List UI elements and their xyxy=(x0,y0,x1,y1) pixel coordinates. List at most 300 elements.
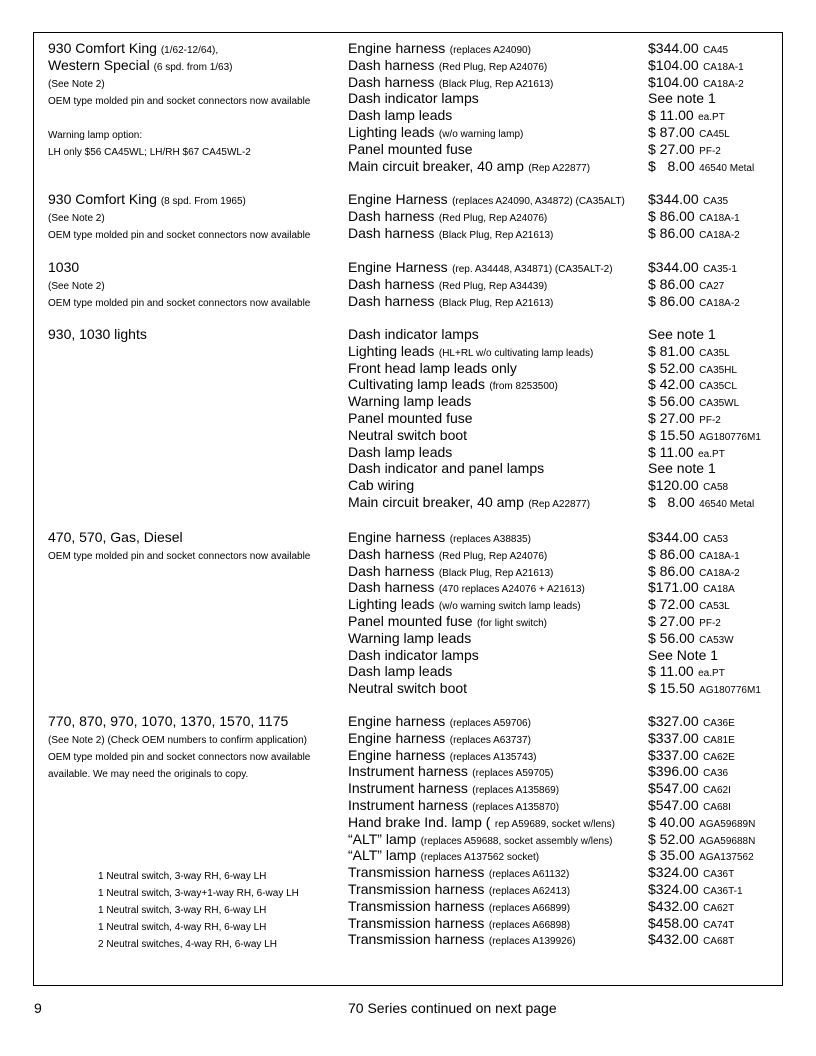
price-amount: $ 86.00 xyxy=(648,545,695,562)
price-amount: $337.00 xyxy=(648,729,699,746)
item-note: (Rep A22877) xyxy=(528,162,591,174)
price-amount: $ 86.00 xyxy=(648,207,695,224)
price-amount: $ 86.00 xyxy=(648,562,695,579)
description-text: Western Special xyxy=(48,57,154,73)
item-name: Transmission harness xyxy=(348,881,485,897)
item-price xyxy=(648,158,754,178)
price-amount: $432.00 xyxy=(648,897,699,914)
table-row xyxy=(348,90,778,107)
table-row xyxy=(348,747,778,764)
price-amount: See note 1 xyxy=(648,460,716,477)
description-text: OEM type molded pin and socket connectors now available xyxy=(48,96,311,107)
table-row xyxy=(348,730,778,747)
item-name: Instrument harness xyxy=(348,797,468,813)
item-name: Engine Harness xyxy=(348,191,448,207)
description-text: 1 Neutral switch, 3-way+1-way RH, 6-way LH xyxy=(98,888,299,899)
item-note: (replaces A135869) xyxy=(472,785,560,797)
part-code: CA62T xyxy=(703,902,735,914)
description-line xyxy=(48,866,348,883)
item-note: (replaces A137562 socket) xyxy=(420,852,540,864)
price-amount: $ 42.00 xyxy=(648,376,695,393)
part-code: CA45L xyxy=(699,129,730,140)
table-row xyxy=(348,276,778,293)
description-line xyxy=(48,917,348,934)
description-text: available. We may need the originals to copy. xyxy=(48,769,249,780)
item-note: (470 replaces A24076 + A21613) xyxy=(438,584,585,596)
item-price xyxy=(648,460,716,478)
price-amount: See Note 1 xyxy=(648,646,719,663)
description-line xyxy=(48,815,348,832)
part-code: PF-2 xyxy=(699,618,721,629)
table-row xyxy=(348,931,778,948)
description-line xyxy=(48,798,348,815)
description-line xyxy=(48,730,348,747)
description-text: LH only $56 CA45WL; LH/RH $67 CA45WL-2 xyxy=(48,147,251,158)
part-code: CA53 xyxy=(703,534,729,545)
continued-note: 70 Series continued on next page xyxy=(348,1000,557,1016)
item-note: (Black Plug, Rep A21613) xyxy=(438,78,554,90)
table-row xyxy=(348,40,778,57)
price-amount: $ 52.00 xyxy=(648,830,695,847)
price-amount: $ 35.00 xyxy=(648,847,695,864)
item-note: (replaces A24090, A34872) (CA35ALT) xyxy=(452,196,625,207)
item-name: Dash indicator lamps xyxy=(348,326,479,342)
part-code: CA18A-1 xyxy=(703,61,744,73)
description-subtext: (1/62-12/64), xyxy=(160,45,219,56)
part-code: CA35HL xyxy=(699,364,737,376)
section xyxy=(48,326,778,510)
description-line xyxy=(48,781,348,798)
part-code: CA18A-2 xyxy=(699,297,740,309)
price-amount: $ 86.00 xyxy=(648,275,695,292)
part-code: CA35 xyxy=(703,196,729,207)
item-name: Dash lamp leads xyxy=(348,663,453,680)
table-row xyxy=(348,208,778,225)
table-row xyxy=(348,847,778,864)
description-text: (See Note 2) (Check OEM numbers to confirm application) xyxy=(48,735,307,746)
part-code: AGA137562 xyxy=(699,852,754,864)
item-name: Panel mounted fuse xyxy=(348,140,473,157)
price-amount: $337.00 xyxy=(648,746,699,763)
table-row xyxy=(348,124,778,141)
description-line xyxy=(48,529,348,546)
item-name: Dash indicator lamps xyxy=(348,90,479,107)
description-line xyxy=(48,191,348,208)
price-amount: $ 86.00 xyxy=(648,224,695,241)
price-amount: $ 40.00 xyxy=(648,813,695,830)
description-line xyxy=(48,40,348,57)
item-note: (Red Plug, Rep A24076) xyxy=(438,61,548,73)
part-code: CA35CL xyxy=(699,381,737,393)
table-row xyxy=(348,444,778,461)
price-amount: $324.00 xyxy=(648,864,699,881)
item-name: Transmission harness xyxy=(348,897,485,914)
item-name: Dash harness xyxy=(348,562,435,579)
item-price xyxy=(648,931,734,951)
table-row xyxy=(348,529,778,546)
table-row xyxy=(348,797,778,814)
part-code: PF-2 xyxy=(699,145,721,157)
table-row xyxy=(348,881,778,898)
part-code: CA36 xyxy=(703,768,729,780)
part-code: CA36E xyxy=(703,718,735,729)
item-name: Warning lamp leads xyxy=(348,393,472,410)
item-note: (replaces A59688, socket assembly w/lens) xyxy=(420,835,613,847)
item-name: Dash harness xyxy=(348,56,435,73)
table-row xyxy=(348,141,778,158)
description-text: (See Note 2) xyxy=(48,213,105,224)
description-line xyxy=(48,57,348,74)
table-row xyxy=(348,915,778,932)
page-number: 9 xyxy=(34,1000,42,1016)
item-note: (w/o warning switch lamp leads) xyxy=(438,601,581,613)
item-name: Dash indicator lamps xyxy=(348,646,479,663)
description-text: 930, 1030 lights xyxy=(48,326,147,342)
table-row xyxy=(348,546,778,563)
price-amount: $104.00 xyxy=(648,73,699,90)
item-name: Engine harness xyxy=(348,746,446,763)
part-code: ea.PT xyxy=(698,668,725,680)
table-row xyxy=(348,596,778,613)
description-line xyxy=(48,849,348,866)
item-price xyxy=(648,293,740,313)
item-price xyxy=(648,494,754,514)
part-code: ea.PT xyxy=(698,448,725,460)
item-name: Cab wiring xyxy=(348,477,415,494)
part-code: CA27 xyxy=(699,280,725,292)
item-name: Dash lamp leads xyxy=(348,443,453,460)
item-name: Engine Harness xyxy=(348,259,448,275)
table-row xyxy=(348,225,778,242)
description-text: 1 Neutral switch, 3-way RH, 6-way LH xyxy=(98,871,267,882)
description-line xyxy=(48,293,348,310)
table-row xyxy=(348,680,778,697)
table-row xyxy=(348,831,778,848)
table-row xyxy=(348,613,778,630)
description-line xyxy=(48,225,348,242)
part-code: CA18A-2 xyxy=(699,229,740,241)
item-name: Dash harness xyxy=(348,579,435,596)
part-code: CA18A-1 xyxy=(699,212,740,224)
table-row xyxy=(348,393,778,410)
item-note: (replaces A61132) xyxy=(488,869,570,881)
item-note: (Red Plug, Rep A24076) xyxy=(438,212,548,224)
table-row xyxy=(348,763,778,780)
price-amount: $ 27.00 xyxy=(648,140,695,157)
item-note: (replaces A135870) xyxy=(472,802,560,813)
description-line xyxy=(48,764,348,781)
item-note: (rep. A34448, A34871) (CA35ALT-2) xyxy=(452,264,613,275)
table-row xyxy=(348,630,778,647)
model-description xyxy=(48,259,348,310)
part-code: CA35L xyxy=(699,347,730,359)
item-name: Dash indicator and panel lamps xyxy=(348,460,545,477)
item-price xyxy=(648,90,716,108)
price-amount: $344.00 xyxy=(648,40,699,56)
section xyxy=(48,40,778,174)
part-code: CA74T xyxy=(703,919,735,931)
part-code: AGA59689N xyxy=(699,818,756,830)
table-row xyxy=(348,814,778,831)
table-row xyxy=(348,57,778,74)
description-text: Warning lamp option: xyxy=(48,130,143,141)
item-name: Lighting leads xyxy=(348,342,435,359)
description-text: OEM type molded pin and socket connectors now available xyxy=(48,230,311,241)
description-line xyxy=(48,108,348,125)
part-code: AG180776M1 xyxy=(699,685,761,697)
item-note: (w/o warning lamp) xyxy=(438,129,524,140)
table-row xyxy=(348,647,778,664)
table-row xyxy=(348,293,778,310)
table-row xyxy=(348,898,778,915)
item-name: Transmission harness xyxy=(348,931,485,948)
item-note: (replaces A135743) xyxy=(449,751,537,763)
item-note: (replaces A59705) xyxy=(472,768,554,780)
description-line xyxy=(48,747,348,764)
item-note: (from 8253500) xyxy=(489,381,558,393)
item-note: (Black Plug, Rep A21613) xyxy=(438,567,554,579)
table-row xyxy=(348,579,778,596)
item-name: Neutral switch boot xyxy=(348,426,468,443)
price-amount: $547.00 xyxy=(648,780,699,797)
description-line xyxy=(48,276,348,293)
price-amount: $104.00 xyxy=(648,56,699,73)
description-line xyxy=(48,91,348,108)
item-name: Engine harness xyxy=(348,713,446,729)
item-name: Transmission harness xyxy=(348,864,485,881)
table-row xyxy=(348,477,778,494)
price-amount: $171.00 xyxy=(648,579,699,596)
item-name: Panel mounted fuse xyxy=(348,613,473,629)
part-code: CA18A xyxy=(703,584,735,596)
description-line xyxy=(48,142,348,159)
part-code: CA62I xyxy=(703,785,731,797)
price-amount: See note 1 xyxy=(648,326,716,342)
price-amount: $ 72.00 xyxy=(648,596,695,613)
item-name: Front head lamp leads only xyxy=(348,359,517,376)
description-subtext: (6 spd. from 1/63) xyxy=(153,62,233,73)
price-amount: $ 15.50 xyxy=(648,680,695,697)
part-code: AGA59688N xyxy=(699,835,756,847)
table-row xyxy=(348,326,778,343)
price-amount: $344.00 xyxy=(648,529,699,545)
item-name: Instrument harness xyxy=(348,763,468,780)
price-amount: $344.00 xyxy=(648,191,699,207)
item-name: Engine harness xyxy=(348,529,446,545)
description-text: (See Note 2) xyxy=(48,281,105,292)
price-amount: $396.00 xyxy=(648,763,699,780)
description-text: OEM type molded pin and socket connectors now available xyxy=(48,752,311,763)
description-text: OEM type molded pin and socket connectors now available xyxy=(48,298,311,309)
part-code: 46540 Metal xyxy=(699,499,755,510)
section xyxy=(48,713,778,951)
table-row xyxy=(348,410,778,427)
item-name: Main circuit breaker, 40 amp xyxy=(348,157,524,174)
item-note: (replaces A59706) xyxy=(449,718,531,729)
item-name: Dash harness xyxy=(348,73,435,90)
item-note: rep A59689, socket w/lens) xyxy=(494,818,615,830)
item-note: (Red Plug, Rep A24076) xyxy=(438,550,548,562)
description-text: 470, 570, Gas, Diesel xyxy=(48,529,183,545)
description-text: 1030 xyxy=(48,259,80,275)
price-amount: $ 15.50 xyxy=(648,426,695,443)
item-note: (replaces A66898) xyxy=(488,919,571,931)
description-line xyxy=(48,900,348,917)
item-name: Main circuit breaker, 40 amp xyxy=(348,494,524,510)
description-line xyxy=(48,546,348,563)
description-line xyxy=(48,832,348,849)
item-note: (for light switch) xyxy=(476,618,547,629)
part-code: CA18A-1 xyxy=(699,550,740,562)
item-note: (Black Plug, Rep A21613) xyxy=(438,229,554,241)
item-name: Dash harness xyxy=(348,207,435,224)
price-amount: $ 8.00 xyxy=(648,494,695,510)
item-price xyxy=(648,225,740,245)
price-amount: $120.00 xyxy=(648,477,699,494)
table-row xyxy=(348,563,778,580)
part-code: CA58 xyxy=(703,482,729,494)
price-amount: $ 56.00 xyxy=(648,629,695,646)
item-name: Neutral switch boot xyxy=(348,680,468,697)
item-name: Dash harness xyxy=(348,292,435,309)
item-name: Dash harness xyxy=(348,545,435,562)
model-description xyxy=(48,326,348,343)
part-code: CA53L xyxy=(699,601,730,613)
description-line xyxy=(48,934,348,951)
item-note: (replaces A66899) xyxy=(488,902,571,914)
table-row xyxy=(348,158,778,175)
model-description xyxy=(48,713,348,951)
table-row xyxy=(348,864,778,881)
section xyxy=(48,259,778,310)
table-row xyxy=(348,663,778,680)
part-code: CA36T xyxy=(703,869,735,881)
section xyxy=(48,191,778,242)
item-price xyxy=(648,326,716,344)
part-code: CA35WL xyxy=(699,398,740,410)
description-text: 1 Neutral switch, 4-way RH, 6-way LH xyxy=(98,922,267,933)
description-line xyxy=(48,74,348,91)
price-amount: $ 8.00 xyxy=(648,157,695,174)
price-amount: $547.00 xyxy=(648,797,699,813)
item-note: (replaces A38835) xyxy=(449,534,531,545)
price-amount: $ 11.00 xyxy=(648,663,694,680)
part-code: CA18A-2 xyxy=(699,567,740,579)
description-text: OEM type molded pin and socket connectors now available xyxy=(48,551,311,562)
table-row xyxy=(348,107,778,124)
item-name: “ALT” lamp xyxy=(348,830,417,847)
item-note: (Rep A22877) xyxy=(528,499,591,510)
item-name: Lighting leads xyxy=(348,124,435,140)
description-line xyxy=(48,326,348,343)
table-row xyxy=(348,780,778,797)
model-description xyxy=(48,191,348,242)
price-amount: $ 56.00 xyxy=(648,393,695,410)
price-amount: $432.00 xyxy=(648,931,699,948)
table-row xyxy=(348,376,778,393)
price-amount: $ 11.00 xyxy=(648,443,694,460)
description-text: 1 Neutral switch, 3-way RH, 6-way LH xyxy=(98,905,267,916)
item-name: Lighting leads xyxy=(348,596,435,613)
part-code: CA81E xyxy=(703,734,735,746)
item-name: Dash harness xyxy=(348,275,435,292)
item-name: Panel mounted fuse xyxy=(348,410,473,426)
table-row xyxy=(348,360,778,377)
description-text: 770, 870, 970, 1070, 1370, 1570, 1175 xyxy=(48,713,289,729)
item-note: (Black Plug, Rep A21613) xyxy=(438,297,554,309)
item-note: (replaces A62413) xyxy=(488,886,571,897)
item-name: Hand brake Ind. lamp ( xyxy=(348,813,491,830)
part-code: CA53W xyxy=(699,634,734,646)
table-row xyxy=(348,343,778,360)
item-price xyxy=(648,647,718,665)
item-note: (replaces A139926) xyxy=(488,936,576,948)
price-amount: $327.00 xyxy=(648,713,699,729)
item-note: (HL+RL w/o cultivating lamp leads) xyxy=(438,347,594,359)
description-line xyxy=(48,713,348,730)
part-code: CA18A-2 xyxy=(703,78,744,90)
description-line xyxy=(48,208,348,225)
part-code: CA68I xyxy=(703,802,731,813)
item-note: (replaces A63737) xyxy=(449,734,531,746)
item-name: Transmission harness xyxy=(348,914,485,931)
part-code: CA35-1 xyxy=(703,264,737,275)
description-line xyxy=(48,883,348,900)
part-code: AG180776M1 xyxy=(699,431,761,443)
price-amount: $ 81.00 xyxy=(648,342,695,359)
price-amount: $458.00 xyxy=(648,914,699,931)
part-code: CA62E xyxy=(703,751,735,763)
price-amount: $ 11.00 xyxy=(648,107,694,124)
item-name: Dash harness xyxy=(348,224,435,241)
item-name: “ALT” lamp xyxy=(348,847,417,864)
price-amount: $ 86.00 xyxy=(648,292,695,309)
model-description xyxy=(48,529,348,563)
part-code: PF-2 xyxy=(699,415,721,426)
table-row xyxy=(348,494,778,511)
part-code: ea.PT xyxy=(698,112,725,124)
price-amount: $ 87.00 xyxy=(648,124,695,140)
description-line xyxy=(48,259,348,276)
model-description xyxy=(48,40,348,159)
part-code: 46540 Metal xyxy=(699,162,755,174)
item-name: Warning lamp leads xyxy=(348,629,472,646)
price-amount: $344.00 xyxy=(648,259,699,275)
table-row xyxy=(348,259,778,276)
price-amount: $ 27.00 xyxy=(648,410,695,426)
table-row xyxy=(348,460,778,477)
item-note: (Red Plug, Rep A34439) xyxy=(438,280,548,292)
item-name: Engine harness xyxy=(348,729,446,746)
item-name: Dash lamp leads xyxy=(348,107,453,124)
description-text: 930 Comfort King xyxy=(48,191,161,207)
table-row xyxy=(348,713,778,730)
price-amount: $ 27.00 xyxy=(648,613,695,629)
description-text: (See Note 2) xyxy=(48,79,105,90)
table-row xyxy=(348,74,778,91)
item-price xyxy=(648,680,761,700)
section xyxy=(48,529,778,697)
part-code: CA45 xyxy=(703,45,729,56)
item-name: Cultivating lamp leads xyxy=(348,376,485,393)
table-row xyxy=(348,427,778,444)
table-row xyxy=(348,191,778,208)
description-line xyxy=(48,125,348,142)
price-amount: $324.00 xyxy=(648,881,699,897)
item-note: (replaces A24090) xyxy=(449,45,531,56)
description-subtext: (8 spd. From 1965) xyxy=(160,196,246,207)
item-name: Instrument harness xyxy=(348,780,468,797)
